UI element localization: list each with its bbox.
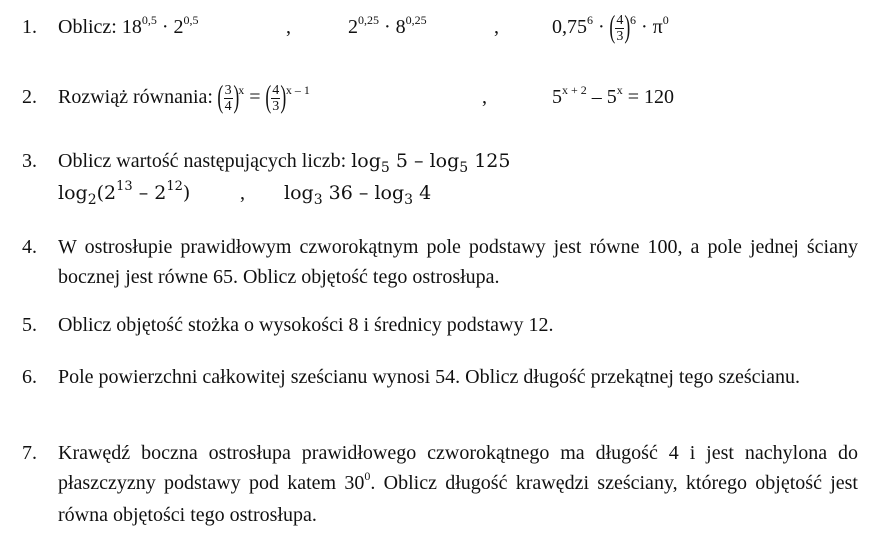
exercise-7: [22, 438, 858, 530]
fraction: $\frac{4}{3}$: [272, 82, 280, 114]
exercise-text: Pole powierzchni całkowitej sześcianu wynosi 54. Oblicz długość przekątnej tego sześcianu.: [58, 366, 800, 388]
separator-comma: ,: [482, 86, 487, 108]
exercise-4: [22, 232, 858, 292]
exercise-number: 2.: [22, 86, 37, 108]
exercise-number: 6.: [22, 366, 37, 388]
exercise-3-line-2: [58, 178, 858, 210]
separator-comma: ,: [286, 16, 291, 38]
exercise-number: 7.: [22, 442, 37, 464]
separator-comma: ,: [240, 182, 245, 204]
exercise-number: 4.: [22, 236, 37, 258]
exercise-3: [22, 146, 858, 208]
expression-3: 0,75$^6$ · ( $\frac{4}{3}$ )$^6 \cdot \pi^0$: [552, 8, 669, 45]
fraction: $\frac{3}{4}$: [224, 82, 232, 114]
exercise-number: 5.: [22, 314, 37, 336]
equation-1: Rozwiąż równania: ( $\frac{3}{4}$ )$^x$ = ( $\frac{4}{3}$ )$^{x - 1}$: [58, 78, 310, 115]
expression-1: Oblicz: 18$^{0,5}$ · 2$^{0,5}$: [58, 13, 199, 38]
exercise-2: [22, 78, 858, 118]
log-expression-2: $\log_2(2^{13} - 2^{12})$: [58, 179, 191, 208]
equation-2: $5^{x + 2} - 5^x = 120$: [552, 83, 675, 108]
exercise-number: 1.: [22, 16, 37, 38]
separator-comma: ,: [494, 16, 499, 38]
exercise-6: [22, 362, 858, 392]
log-expression-1: $\log_5 5 - \log_5 125$: [351, 150, 511, 176]
exercise-text: Oblicz objętość stożka o wysokości 8 i średnicy podstawy 12.: [58, 314, 554, 336]
log-expression-3: $\log_3 36 - \log_3 4$: [284, 182, 432, 208]
exercise-1: [22, 8, 858, 48]
exercise-3-line-1: Oblicz wartość następujących liczb: $\log_5 5 - \log_5 125$: [58, 150, 511, 176]
expression-2: 2$^{0,25}$ · 8$^{0,25}$: [348, 13, 427, 38]
exercise-5: [22, 310, 858, 340]
exercise-text: Krawędź boczna ostrosłupa prawidłowego czworokątnego ma długość 4 i jest nachylona do płaszczyzny podstawy pod katem $30^0$. Oblicz długość krawędzi sześciany, którego objętość jest równa objętości tego ostrosłupa.: [58, 442, 858, 526]
exercise-text: W ostrosłupie prawidłowym czworokątnym pole podstawy jest równe 100, a pole jednej ściany bocznej jest równe 65. Oblicz objętość tego ostrosłupa.: [58, 236, 858, 288]
fraction: $\frac{4}{3}$: [616, 12, 624, 44]
exercise-number: 3.: [22, 150, 37, 172]
